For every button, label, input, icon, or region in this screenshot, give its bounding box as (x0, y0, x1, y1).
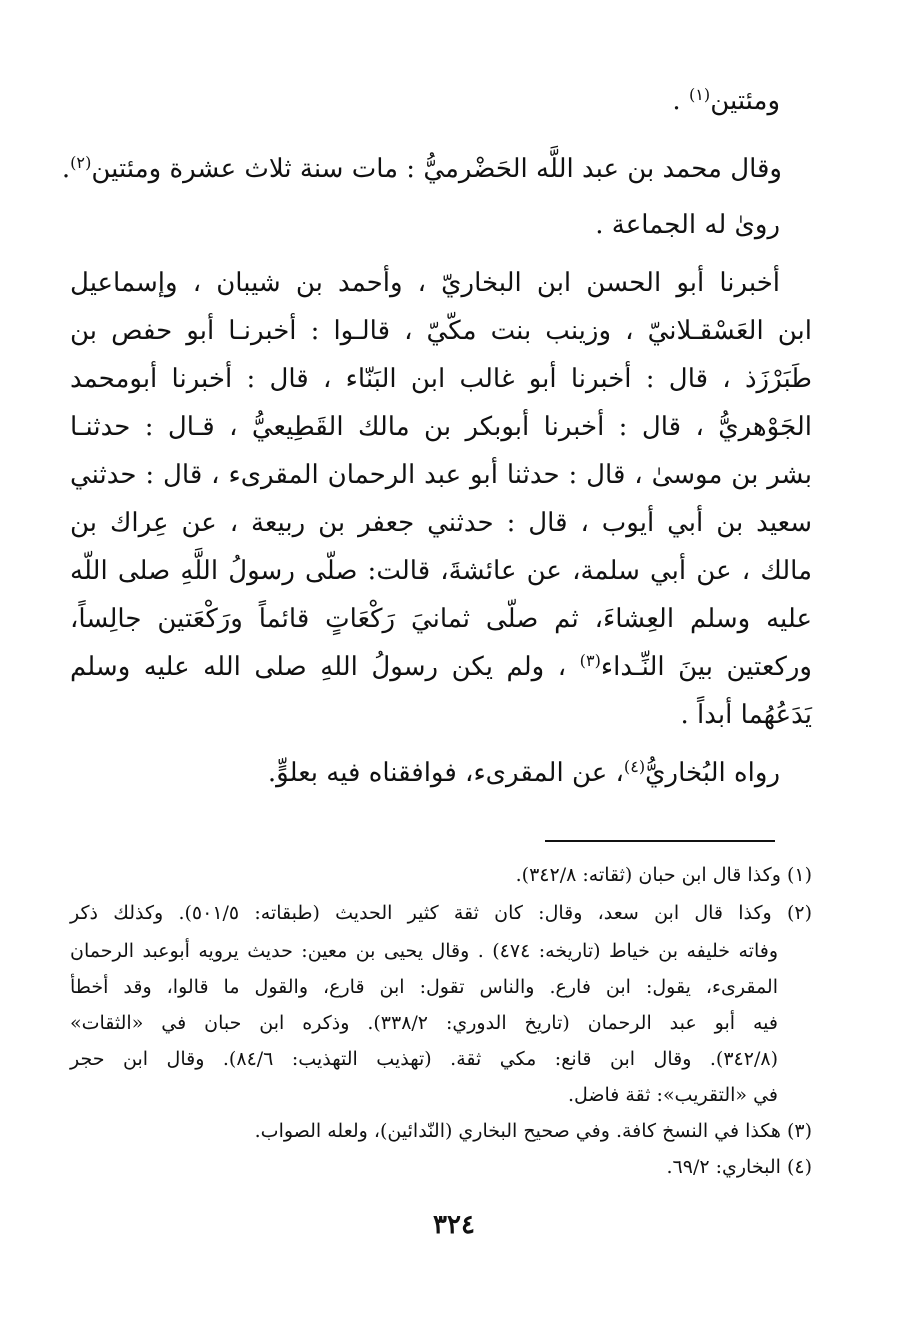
footnote-2-cont: في «التقريب»: ثقة فاضل. (567, 1084, 778, 1106)
footnote-2-cont: المقرىء، يقول: ابن فارع. والناس تقول: ابن قارع، والقول ما قالوا، وقد أخطأ (70, 976, 778, 998)
text-run: . (672, 86, 689, 116)
footnote-1: (١) وكذا قال ابن حبان (ثقاته: ٣٤٢/٨). (515, 864, 812, 886)
footnote-ref[interactable]: (٤) (623, 757, 646, 777)
text-line (70, 757, 780, 788)
text-run: وركعتين بينَ النِّـداء (600, 652, 812, 682)
text-line: أخبرنا أبو الحسن ابن البخاريّ ، وأحمد بن شيبان ، وإسماعيل (70, 268, 780, 298)
footnote-ref[interactable]: (١) (688, 85, 711, 105)
text-run: ، ولم يكن رسولُ اللهِ صلى الله عليه وسلم (70, 652, 580, 682)
text-run: . (61, 154, 71, 184)
text-line: ابن العَسْقـلانيّ ، وزينب بنت مكّيّ ، قالـوا : أخبرنـا أبو حفص بن (70, 316, 812, 346)
text-run: ومئتين (710, 86, 780, 116)
text-line: طَبَرْزَذ ، قال : أخبرنا أبو غالب ابن البَنّاء ، قال : أخبرنا أبومحمد (70, 364, 812, 394)
text-run: وقال محمد بن عبد اللَّه الحَضْرميُّ : مات سنة ثلاث عشرة ومئتين (91, 154, 782, 184)
text-line (61, 153, 782, 184)
text-run: رواه البُخاريُّ (645, 758, 780, 788)
footnote-3: (٣) هكذا في النسخ كافة. وفي صحيح البخاري (النّدائين)، ولعله الصواب. (254, 1120, 812, 1142)
text-line (70, 651, 812, 682)
footnote-4: (٤) البخاري: ٦٩/٢. (666, 1156, 812, 1178)
footnote-ref[interactable]: (٢) (70, 153, 92, 173)
page-number: ٣٢٤ (433, 1210, 475, 1240)
footnote-2-cont: فيه أبو عبد الرحمان (تاريخ الدوري: ٣٣٨/٢). وذكره ابن حبان في «الثقات» (70, 1012, 778, 1034)
text-line: يَدَعُهُما أبداً . (680, 700, 812, 730)
footnote-2: (٢) وكذا قال ابن سعد، وقال: كان ثقة كثير الحديث (طبقاته: ٥٠١/٥). وكذلك ذكر (70, 902, 812, 924)
text-line: سعيد بن أبي أيوب ، قال : حدثني جعفر بن ربيعة ، عن عِراك بن (70, 508, 812, 538)
text-line: بشر بن موسىٰ ، قال : حدثنا أبو عبد الرحمان المقرىء ، قال : حدثني (70, 460, 812, 490)
text-line: مالك ، عن أبي سلمة، عن عائشةَ، قالت: صلّى رسولُ اللَّهِ صلى اللّه (70, 556, 812, 586)
text-line: روىٰ له الجماعة . (595, 210, 780, 240)
footnote-separator (545, 840, 775, 842)
footnote-2-cont: وفاته خليفه بن خياط (تاريخه: ٤٧٤) . وقال يحيى بن معين: حديث يرويه أبوعبد الرحمان (70, 940, 778, 962)
footnote-ref[interactable]: (٣) (579, 651, 601, 671)
text-line: عليه وسلم العِشاءَ، ثم صلّى ثمانيَ رَكْعَاتٍ قائماً ورَكْعَتين جالِساً، (70, 604, 812, 634)
text-line (70, 85, 780, 116)
text-line: الجَوْهريُّ ، قال : أخبرنا أبوبكر بن مالك القَطِيعيُّ ، قـال : حدثنـا (70, 412, 812, 442)
footnote-2-cont: (٣٤٢/٨). وقال ابن قانع: مكي ثقة. (تهذيب التهذيب: ٨٤/٦). وقال ابن حجر (70, 1048, 778, 1070)
text-run: ، عن المقرىء، فوافقناه فيه بعلوٍّ. (267, 758, 624, 788)
